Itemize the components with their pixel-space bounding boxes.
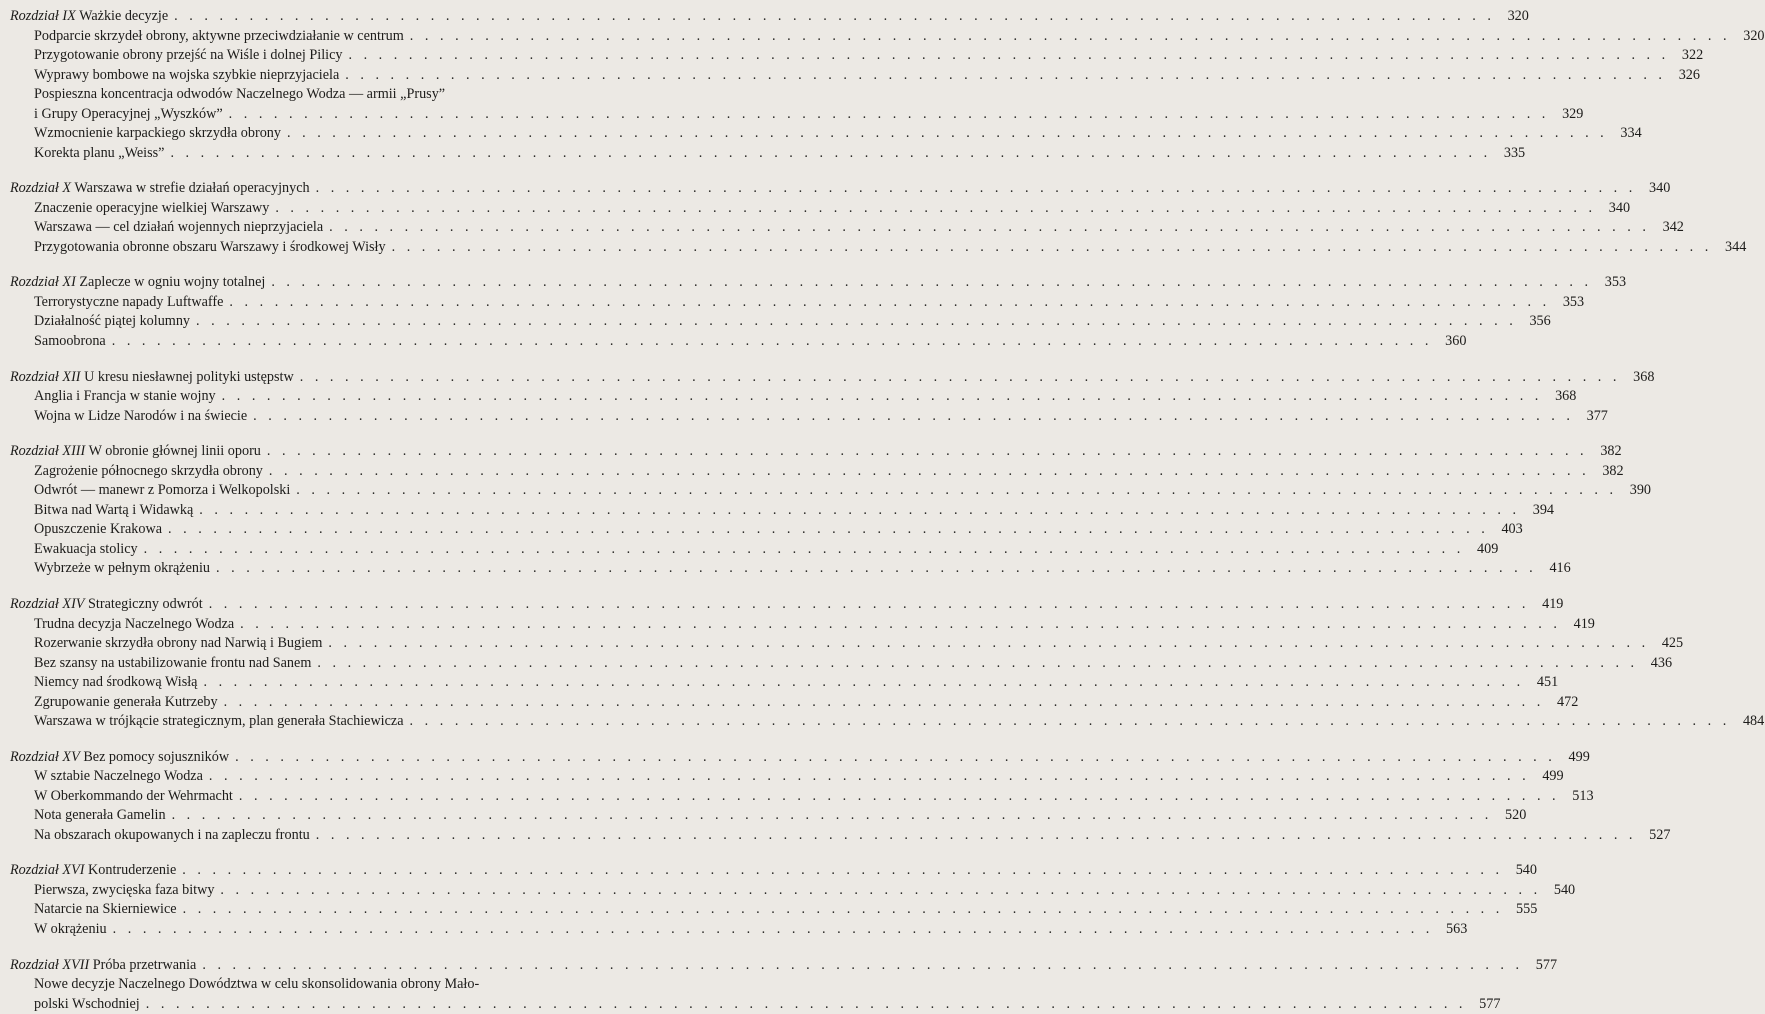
- section-entry: [0, 766, 1564, 786]
- section-page-number: 320: [1743, 27, 1765, 44]
- section-entry-lead: [34, 461, 1624, 481]
- chapter-title-wrap: [10, 594, 203, 614]
- section-entry: [0, 292, 1585, 312]
- section-entry-lead: [34, 692, 1579, 712]
- section-entry-lead: [34, 500, 1554, 520]
- section-entry: [0, 805, 1527, 825]
- dot-leader: . . . . . . . . . . . . . . . . . . . . . . . . . . . . . . . . . . . . . . . . . . . . . . . . . . . . . . . . . . . . . . . . . . . . . . . . . . . . . . . . . . . . . . . .: [271, 274, 1593, 291]
- chapter-separator: [0, 264, 620, 265]
- chapter-title: Ważkie decyzje: [79, 8, 169, 24]
- section-title: Przygotowanie obrony przejść na Wiśle i dolnej Pilicy: [34, 47, 343, 63]
- section-entry-lead: [34, 104, 1584, 124]
- chapter-page-number: 340: [1649, 180, 1671, 197]
- section-title: W Oberkommando der Wehrmacht: [34, 787, 233, 804]
- dot-leader: . . . . . . . . . . . . . . . . . . . . . . . . . . . . . . . . . . . . . . . . . . . . . . . . . . . . . . . . . . . . . . . . . . . . . . . . . . . . . . . . . . . . . . . .: [287, 125, 1608, 141]
- section-title: Terrorystyczne napady Luftwaffe: [34, 293, 224, 310]
- chapter-page-number: 540: [1515, 862, 1537, 879]
- section-title: Wzmocnienie karpackiego skrzydła obrony: [34, 125, 281, 141]
- dot-leader: . . . . . . . . . . . . . . . . . . . . . . . . . . . . . . . . . . . . . . . . . . . . . . . . . . . . . . . . . . . . . . . . . . . . . . . . . . . . . . . . . . . . . . . .: [296, 482, 1617, 499]
- section-page-number: 340: [1608, 199, 1631, 216]
- section-title: Trudna decyzja Naczelnego Wodza: [34, 615, 235, 632]
- dot-leader: . . . . . . . . . . . . . . . . . . . . . . . . . . . . . . . . . . . . . . . . . . . . . . . . . . . . . . . . . . . . . . . . . . . . . . . . . . . . . . . . . . . . . . . .: [221, 388, 1543, 405]
- dot-leader: . . . . . . . . . . . . . . . . . . . . . . . . . . . . . . . . . . . . . . . . . . . . . . . . . . . . . . . . . . . . . . . . . . . . . . . . . . . . . . . . . . . . . . . .: [315, 180, 1637, 197]
- chapter-heading-entry: [10, 955, 1558, 975]
- chapter-label: Rozdział XVI: [10, 862, 85, 879]
- section-entry: [0, 519, 1523, 539]
- section-title: Bitwa nad Wartą i Widawką: [34, 501, 194, 518]
- chapter-heading-entry: [10, 367, 1655, 387]
- chapter-separator: [0, 359, 620, 360]
- section-page-number: 577: [1479, 995, 1501, 1012]
- section-entry-lead: [34, 519, 1523, 539]
- chapter-heading: [0, 860, 1537, 880]
- chapter-page-number: 577: [1535, 956, 1558, 973]
- section-title: Anglia i Francja w stanie wojny: [34, 388, 216, 405]
- dot-leader: . . . . . . . . . . . . . . . . . . . . . . . . . . . . . . . . . . . . . . . . . . . . . . . . . . . . . . . . . . . . . . . . . . . . . . . . . . . . . . . . . . . . . . . .: [199, 501, 1520, 518]
- chapter-label: Rozdział IX: [10, 8, 76, 24]
- section-title: Wojna w Lidze Narodów i na świecie: [34, 407, 248, 424]
- section-page-number: 425: [1661, 635, 1684, 651]
- dot-leader: . . . . . . . . . . . . . . . . . . . . . . . . . . . . . . . . . . . . . . . . . . . . . . . . . . . . . . . . . . . . . . . . . . . . . . . . . . . . . . . . . . . . . . . .: [171, 807, 1493, 824]
- section-page-number: 382: [1602, 462, 1624, 479]
- section-page-number: 555: [1516, 901, 1538, 918]
- section-entry: [0, 711, 1765, 731]
- section-title: Samoobrona: [34, 332, 106, 349]
- section-page-number: 472: [1557, 693, 1579, 710]
- dot-leader: . . . . . . . . . . . . . . . . . . . . . . . . . . . . . . . . . . . . . . . . . . . . . . . . . . . . . . . . . . . . . . . . . . . . . . . . . . . . . . . . . . . . . . . .: [208, 596, 1530, 612]
- section-title-continuation: polski Wschodniej: [34, 995, 140, 1012]
- section-entry-lead: [34, 880, 1576, 900]
- section-page-number: 390: [1629, 482, 1651, 499]
- chapter-label: Rozdział XIV: [10, 596, 85, 612]
- dot-leader: . . . . . . . . . . . . . . . . . . . . . . . . . . . . . . . . . . . . . . . . . . . . . . . . . . . . . . . . . . . . . . . . . . . . . . . . . . . . . . . . . . . . . . . .: [315, 826, 1637, 843]
- section-page-number: 563: [1446, 920, 1468, 937]
- chapter-page-number: 499: [1568, 748, 1590, 765]
- section-page-number: 416: [1549, 560, 1571, 577]
- section-title: Bez szansy na ustabilizowanie frontu nad Sanem: [34, 654, 312, 671]
- section-title: Zagrożenie północnego skrzydła obrony: [34, 462, 263, 479]
- chapter-page-number: 368: [1633, 368, 1655, 385]
- section-title: Na obszarach okupowanych i na zapleczu frontu: [34, 826, 310, 843]
- section-page-number: 344: [1725, 238, 1747, 255]
- chapter-separator: [0, 170, 620, 171]
- section-entry: [0, 480, 1651, 500]
- section-page-number: 527: [1649, 826, 1671, 843]
- section-entry-lead: [34, 237, 1747, 257]
- section-entry: [0, 672, 1559, 692]
- section-title-continuation: i Grupy Operacyjnej „Wyszków”: [34, 105, 223, 122]
- section-title: Odwrót — manewr z Pomorza i Welkopolski: [34, 482, 291, 499]
- dot-leader: . . . . . . . . . . . . . . . . . . . . . . . . . . . . . . . . . . . . . . . . . . . . . . . . . . . . . . . . . . . . . . . . . . . . . . . . . . . . . . . . . . . . . . . .: [299, 368, 1621, 385]
- dot-leader: . . . . . . . . . . . . . . . . . . . . . . . . . . . . . . . . . . . . . . . . . . . . . . . . . . . . . . . . . . . . . . . . . . . . . . . . . . . . . . . . . . . . . . . .: [266, 443, 1588, 460]
- chapter-title-wrap: [10, 367, 294, 387]
- section-entry: [0, 786, 1594, 806]
- section-entry-lead: [34, 919, 1468, 939]
- chapter-label: Rozdział XII: [10, 368, 81, 385]
- section-entry-lead: [34, 672, 1559, 692]
- section-entry-first-line: [0, 84, 620, 104]
- section-entry: [0, 614, 1595, 634]
- chapter-page-number: 419: [1542, 596, 1564, 612]
- chapter-title: U kresu niesławnej polityki ustępstw: [84, 368, 294, 385]
- section-page-number: 436: [1650, 654, 1673, 671]
- dot-leader: . . . . . . . . . . . . . . . . . . . . . . . . . . . . . . . . . . . . . . . . . . . . . . . . . . . . . . . . . . . . . . . . . . . . . . . . . . . . . . . . . . . . . . . .: [208, 768, 1530, 785]
- dot-leader: . . . . . . . . . . . . . . . . . . . . . . . . . . . . . . . . . . . . . . . . . . . . . . . . . . . . . . . . . . . . . . . . . . . . . . . . . . . . . . . . . . . . . . . .: [168, 521, 1489, 538]
- section-title: Znaczenie operacyjne wielkiej Warszawy: [34, 199, 270, 216]
- section-title: Korekta planu „Weiss”: [34, 144, 165, 161]
- chapter-heading: [0, 955, 1558, 975]
- section-page-number: 334: [1620, 125, 1642, 141]
- section-entry-lead: [34, 480, 1651, 500]
- dot-leader: . . . . . . . . . . . . . . . . . . . . . . . . . . . . . . . . . . . . . . . . . . . . . . . . . . . . . . . . . . . . . . . . . . . . . . . . . . . . . . . . . . . . . . . .: [182, 901, 1504, 918]
- chapter-title-wrap: [10, 178, 310, 198]
- chapter-heading: [0, 441, 1622, 461]
- section-title: Działalność piątej kolumny: [34, 313, 191, 330]
- section-entry: [0, 558, 1571, 578]
- section-entry: [0, 386, 1577, 406]
- section-entry-lead: [34, 805, 1527, 825]
- chapter-heading: [0, 6, 1529, 26]
- chapter-title-wrap: [10, 747, 229, 767]
- chapter-title-wrap: [10, 441, 261, 461]
- section-entry-lead: [34, 198, 1631, 218]
- section-entry: [0, 461, 1624, 481]
- chapter-label: Rozdział X: [10, 180, 72, 197]
- section-page-number: 419: [1573, 615, 1595, 632]
- chapter-separator: [0, 586, 620, 587]
- section-page-number: 403: [1501, 521, 1523, 538]
- section-title: Pierwsza, zwycięska faza bitwy: [34, 881, 215, 898]
- dot-leader: . . . . . . . . . . . . . . . . . . . . . . . . . . . . . . . . . . . . . . . . . . . . . . . . . . . . . . . . . . . . . . . . . . . . . . . . . . . . . . . . . . . . . . . .: [329, 219, 1650, 236]
- chapter-heading: [0, 747, 1590, 767]
- section-entry-lead: [34, 143, 1526, 163]
- section-title: Wyprawy bombowe na wojska szybkie nieprzyjaciela: [34, 66, 340, 83]
- dot-leader: . . . . . . . . . . . . . . . . . . . . . . . . . . . . . . . . . . . . . . . . . . . . . . . . . . . . . . . . . . . . . . . . . . . . . . . . . . . . . . . . . . . . . . . .: [240, 615, 1561, 632]
- section-page-number: 322: [1681, 47, 1704, 63]
- section-entry-lead: [34, 825, 1671, 845]
- chapter-title-wrap: [10, 955, 196, 975]
- chapter-page-number: 353: [1604, 274, 1627, 291]
- section-entry-lead: [34, 45, 1704, 65]
- chapter-title-wrap: [10, 6, 168, 26]
- dot-leader: . . . . . . . . . . . . . . . . . . . . . . . . . . . . . . . . . . . . . . . . . . . . . . . . . . . . . . . . . . . . . . . . . . . . . . . . . . . . . . . . . . . . . . . .: [111, 332, 1433, 349]
- chapter-heading: [0, 367, 1655, 387]
- chapter-heading: [0, 272, 1627, 292]
- chapter-label: Rozdział XIII: [10, 443, 86, 460]
- section-page-number: 377: [1586, 407, 1608, 424]
- section-entry: [0, 237, 1747, 257]
- dot-leader: . . . . . . . . . . . . . . . . . . . . . . . . . . . . . . . . . . . . . . . . . . . . . . . . . . . . . . . . . . . . . . . . . . . . . . . . . . . . . . . . . . . . . . . .: [275, 199, 1597, 216]
- section-entry: [0, 919, 1468, 939]
- dot-leader: . . . . . . . . . . . . . . . . . . . . . . . . . . . . . . . . . . . . . . . . . . . . . . . . . . . . . . . . . . . . . . . . . . . . . . . . . . . . . . . . . . . . . . . .: [170, 144, 1492, 161]
- section-page-number: 368: [1555, 388, 1577, 405]
- dot-leader: . . . . . . . . . . . . . . . . . . . . . . . . . . . . . . . . . . . . . . . . . . . . . . . . . . . . . . . . . . . . . . . . . . . . . . . . . . . . . . . . . . . . . . . .: [235, 748, 1556, 765]
- section-entry: [0, 311, 1551, 331]
- section-entry: [0, 331, 1467, 351]
- chapter-title: Strategiczny odwrót: [88, 596, 203, 612]
- section-page-number: 353: [1562, 293, 1585, 310]
- section-page-number: 484: [1742, 713, 1765, 729]
- section-entry: [0, 653, 1673, 673]
- section-title: Przygotowania obronne obszaru Warszawy i środkowej Wisły: [34, 238, 386, 255]
- section-entry-lead: [34, 994, 1501, 1014]
- dot-leader: . . . . . . . . . . . . . . . . . . . . . . . . . . . . . . . . . . . . . . . . . . . . . . . . . . . . . . . . . . . . . . . . . . . . . . . . . . . . . . . . . . . . . . . .: [143, 540, 1465, 557]
- chapter-label: Rozdział XVII: [10, 956, 90, 973]
- section-entry: [0, 899, 1538, 919]
- section-entry: [0, 26, 1765, 46]
- dot-leader: . . . . . . . . . . . . . . . . . . . . . . . . . . . . . . . . . . . . . . . . . . . . . . . . . . . . . . . . . . . . . . . . . . . . . . . . . . . . . . . . . . . . . . . .: [228, 105, 1550, 122]
- chapter-label: Rozdział XV: [10, 748, 80, 765]
- section-entry: [0, 500, 1554, 520]
- chapter-heading: [0, 178, 1671, 198]
- section-page-number: 342: [1662, 219, 1684, 236]
- section-title: Podparcie skrzydeł obrony, aktywne przeciwdziałanie w centrum: [34, 27, 404, 44]
- section-entry-lead: [34, 558, 1571, 578]
- section-page-number: 329: [1562, 105, 1584, 122]
- section-page-number: 513: [1572, 787, 1594, 804]
- section-entry: [0, 143, 1526, 163]
- chapter-title: Warszawa w strefie działań operacyjnych: [74, 180, 310, 197]
- section-title: Ewakuacja stolicy: [34, 540, 138, 557]
- section-page-number: 326: [1678, 66, 1700, 83]
- dot-leader: . . . . . . . . . . . . . . . . . . . . . . . . . . . . . . . . . . . . . . . . . . . . . . . . . . . . . . . . . . . . . . . . . . . . . . . . . . . . . . . . . . . . . . . .: [196, 313, 1517, 330]
- chapter-title-wrap: [10, 272, 265, 292]
- chapter-page-number: 382: [1600, 443, 1622, 460]
- dot-leader: . . . . . . . . . . . . . . . . . . . . . . . . . . . . . . . . . . . . . . . . . . . . . . . . . . . . . . . . . . . . . . . . . . . . . . . . . . . . . . . . . . . . . . . .: [391, 238, 1713, 255]
- section-entry-lead: [34, 386, 1577, 406]
- dot-leader: . . . . . . . . . . . . . . . . . . . . . . . . . . . . . . . . . . . . . . . . . . . . . . . . . . . . . . . . . . . . . . . . . . . . . . . . . . . . . . . . . . . . . . . .: [409, 713, 1731, 729]
- section-entry: [0, 633, 1684, 653]
- section-page-number: 520: [1505, 807, 1527, 824]
- section-entry-lead: [34, 292, 1585, 312]
- section-entry: [0, 406, 1608, 426]
- section-entry: [0, 45, 1704, 65]
- section-page-number: 335: [1503, 144, 1526, 161]
- section-page-number: 540: [1553, 881, 1576, 898]
- dot-leader: . . . . . . . . . . . . . . . . . . . . . . . . . . . . . . . . . . . . . . . . . . . . . . . . . . . . . . . . . . . . . . . . . . . . . . . . . . . . . . . . . . . . . . . .: [112, 920, 1434, 937]
- chapter-separator: [0, 852, 620, 853]
- chapter-title: Próba przetrwania: [92, 956, 197, 973]
- section-page-number: 499: [1542, 768, 1564, 785]
- section-entry: [0, 692, 1579, 712]
- dot-leader: . . . . . . . . . . . . . . . . . . . . . . . . . . . . . . . . . . . . . . . . . . . . . . . . . . . . . . . . . . . . . . . . . . . . . . . . . . . . . . . . . . . . . . . .: [345, 66, 1666, 83]
- chapter-title: W obronie głównej linii oporu: [88, 443, 261, 460]
- section-page-number: 451: [1536, 674, 1559, 690]
- section-title: Zgrupowanie generała Kutrzeby: [34, 693, 218, 710]
- chapter-heading-entry: [10, 747, 1590, 767]
- section-title: Niemcy nad środkową Wisłą: [34, 674, 198, 690]
- section-entry-lead: [34, 26, 1765, 46]
- chapter-separator: [0, 739, 620, 740]
- section-entry-lead: [34, 786, 1594, 806]
- chapter-label: Rozdział XI: [10, 274, 76, 291]
- chapter-separator: [0, 947, 620, 948]
- dot-leader: . . . . . . . . . . . . . . . . . . . . . . . . . . . . . . . . . . . . . . . . . . . . . . . . . . . . . . . . . . . . . . . . . . . . . . . . . . . . . . . . . . . . . . . .: [216, 560, 1537, 577]
- dot-leader: . . . . . . . . . . . . . . . . . . . . . . . . . . . . . . . . . . . . . . . . . . . . . . . . . . . . . . . . . . . . . . . . . . . . . . . . . . . . . . . . . . . . . . . .: [409, 27, 1731, 44]
- dot-leader: . . . . . . . . . . . . . . . . . . . . . . . . . . . . . . . . . . . . . . . . . . . . . . . . . . . . . . . . . . . . . . . . . . . . . . . . . . . . . . . . . . . . . . . .: [203, 674, 1525, 690]
- chapter-title: Kontruderzenie: [88, 862, 177, 879]
- section-entry: [0, 65, 1700, 85]
- section-entry-lead: [34, 711, 1765, 731]
- dot-leader: . . . . . . . . . . . . . . . . . . . . . . . . . . . . . . . . . . . . . . . . . . . . . . . . . . . . . . . . . . . . . . . . . . . . . . . . . . . . . . . . . . . . . . . .: [328, 635, 1650, 651]
- section-entry: [0, 123, 1642, 143]
- dot-leader: . . . . . . . . . . . . . . . . . . . . . . . . . . . . . . . . . . . . . . . . . . . . . . . . . . . . . . . . . . . . . . . . . . . . . . . . . . . . . . . . . . . . . . . .: [202, 956, 1524, 973]
- dot-leader: . . . . . . . . . . . . . . . . . . . . . . . . . . . . . . . . . . . . . . . . . . . . . . . . . . . . . . . . . . . . . . . . . . . . . . . . . . . . . . . . . . . . . . . .: [317, 654, 1639, 671]
- section-entry-lead: [34, 331, 1467, 351]
- section-title: Nowe decyzje Naczelnego Dowództwa w celu skonsolidowania obrony Mało-: [34, 976, 480, 993]
- section-page-number: 360: [1445, 332, 1467, 349]
- section-entry: [0, 825, 1671, 845]
- chapter-heading-entry: [10, 860, 1537, 880]
- chapter-heading: [0, 594, 1564, 614]
- section-entry-lead: [34, 653, 1673, 673]
- section-title: Warszawa w trójkącie strategicznym, plan generała Stachiewicza: [34, 713, 404, 729]
- section-entry-lead: [34, 311, 1551, 331]
- section-title: W sztabie Naczelnego Wodza: [34, 768, 203, 785]
- section-entry-lead: [34, 899, 1538, 919]
- dot-leader: . . . . . . . . . . . . . . . . . . . . . . . . . . . . . . . . . . . . . . . . . . . . . . . . . . . . . . . . . . . . . . . . . . . . . . . . . . . . . . . . . . . . . . . .: [238, 787, 1560, 804]
- section-page-number: 409: [1477, 540, 1499, 557]
- dot-leader: . . . . . . . . . . . . . . . . . . . . . . . . . . . . . . . . . . . . . . . . . . . . . . . . . . . . . . . . . . . . . . . . . . . . . . . . . . . . . . . . . . . . . . . .: [348, 47, 1670, 63]
- dot-leader: . . . . . . . . . . . . . . . . . . . . . . . . . . . . . . . . . . . . . . . . . . . . . . . . . . . . . . . . . . . . . . . . . . . . . . . . . . . . . . . . . . . . . . . .: [220, 881, 1542, 898]
- section-entry-lead: [34, 406, 1608, 426]
- section-title: Rozerwanie skrzydła obrony nad Narwią i Bugiem: [34, 635, 323, 651]
- section-title: Wybrzeże w pełnym okrążeniu: [34, 560, 211, 577]
- section-page-number: 394: [1532, 501, 1554, 518]
- section-entry: [0, 994, 1501, 1014]
- section-title: Nota generała Gamelin: [34, 807, 166, 824]
- section-entry-lead: [34, 633, 1684, 653]
- dot-leader: . . . . . . . . . . . . . . . . . . . . . . . . . . . . . . . . . . . . . . . . . . . . . . . . . . . . . . . . . . . . . . . . . . . . . . . . . . . . . . . . . . . . . . . .: [268, 462, 1590, 479]
- chapter-page-number: 320: [1507, 8, 1529, 24]
- section-entry: [0, 880, 1576, 900]
- section-entry-lead: [34, 123, 1642, 143]
- section-entry-lead: [34, 539, 1499, 559]
- chapter-heading-entry: [10, 272, 1627, 292]
- chapter-heading-entry: [10, 441, 1622, 461]
- section-title: Natarcie na Skierniewice: [34, 901, 177, 918]
- dot-leader: . . . . . . . . . . . . . . . . . . . . . . . . . . . . . . . . . . . . . . . . . . . . . . . . . . . . . . . . . . . . . . . . . . . . . . . . . . . . . . . . . . . . . . . .: [223, 693, 1545, 710]
- section-entry: [0, 539, 1499, 559]
- dot-leader: . . . . . . . . . . . . . . . . . . . . . . . . . . . . . . . . . . . . . . . . . . . . . . . . . . . . . . . . . . . . . . . . . . . . . . . . . . . . . . . . . . . . . . . .: [145, 995, 1467, 1012]
- section-title: Pospieszna koncentracja odwodów Naczelnego Wodza — armii „Prusy”: [34, 86, 446, 102]
- dot-leader: . . . . . . . . . . . . . . . . . . . . . . . . . . . . . . . . . . . . . . . . . . . . . . . . . . . . . . . . . . . . . . . . . . . . . . . . . . . . . . . . . . . . . . . .: [182, 862, 1503, 879]
- chapter-separator: [0, 433, 620, 434]
- section-entry-first-line: [0, 974, 620, 994]
- section-entry: [0, 104, 1584, 124]
- chapter-heading-entry: [10, 594, 1564, 614]
- section-title: Opuszczenie Krakowa: [34, 521, 163, 538]
- section-title: W okrążeniu: [34, 920, 107, 937]
- dot-leader: . . . . . . . . . . . . . . . . . . . . . . . . . . . . . . . . . . . . . . . . . . . . . . . . . . . . . . . . . . . . . . . . . . . . . . . . . . . . . . . . . . . . . . . .: [174, 8, 1495, 24]
- section-page-number: 356: [1529, 313, 1551, 330]
- section-entry-lead: [34, 614, 1595, 634]
- section-entry: [0, 198, 1631, 218]
- dot-leader: . . . . . . . . . . . . . . . . . . . . . . . . . . . . . . . . . . . . . . . . . . . . . . . . . . . . . . . . . . . . . . . . . . . . . . . . . . . . . . . . . . . . . . . .: [229, 293, 1551, 310]
- chapter-title: Zaplecze w ogniu wojny totalnej: [79, 274, 266, 291]
- section-entry-lead: [34, 217, 1684, 237]
- dot-leader: . . . . . . . . . . . . . . . . . . . . . . . . . . . . . . . . . . . . . . . . . . . . . . . . . . . . . . . . . . . . . . . . . . . . . . . . . . . . . . . . . . . . . . . .: [253, 407, 1574, 424]
- chapter-heading-entry: [10, 6, 1529, 26]
- section-entry-lead: [34, 65, 1700, 85]
- section-entry: [0, 217, 1684, 237]
- chapter-title-wrap: [10, 860, 176, 880]
- chapter-title: Bez pomocy sojuszników: [83, 748, 230, 765]
- chapter-heading-entry: [10, 178, 1671, 198]
- section-entry-lead: [34, 766, 1564, 786]
- section-title: Warszawa — cel działań wojennych nieprzyjaciela: [34, 219, 324, 236]
